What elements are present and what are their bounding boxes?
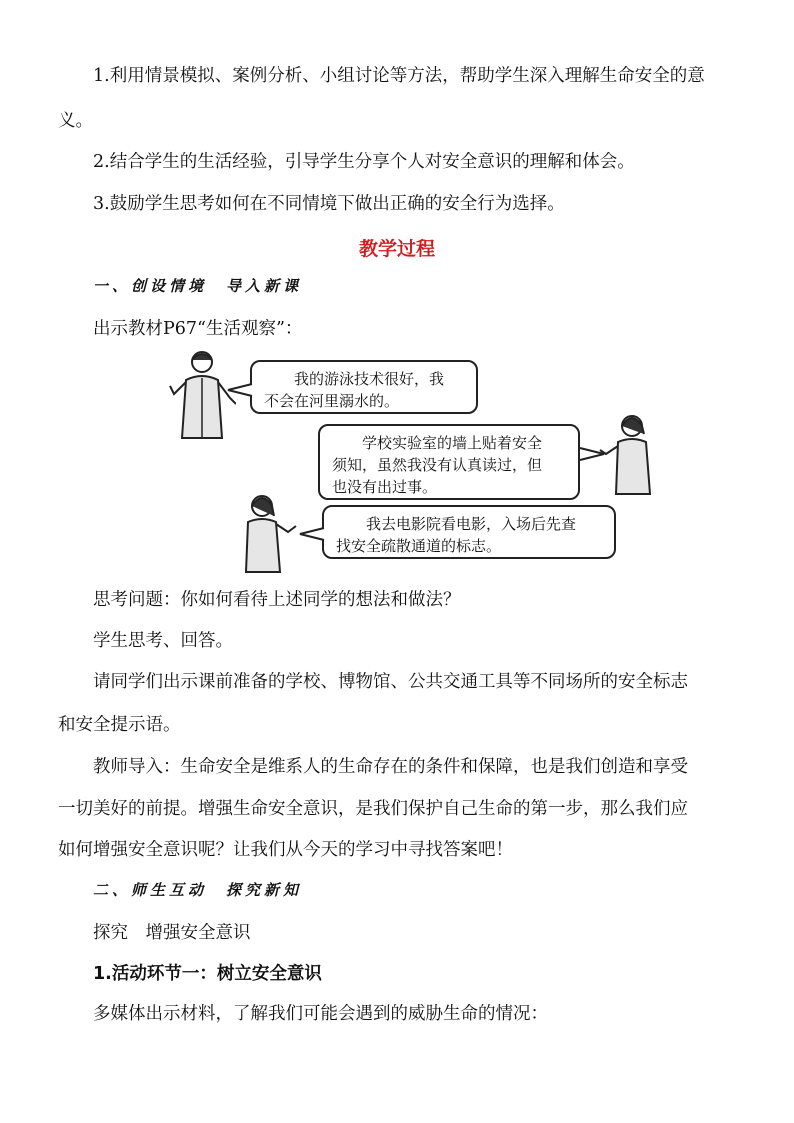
goal-item-1-line-2: 义。 bbox=[58, 111, 93, 131]
section-title: 教学过程 bbox=[358, 238, 435, 260]
part2-explore: 探究 增强安全意识 bbox=[93, 923, 251, 943]
part1-intro: 出示教材P67“生活观察”： bbox=[93, 319, 303, 339]
part1-answer: 学生思考、回答。 bbox=[93, 631, 233, 651]
speech-bubble-2 bbox=[318, 424, 580, 500]
goal-item-3: 3.鼓励学生思考如何在不同情境下做出正确的安全行为选择。 bbox=[93, 194, 565, 214]
speech-bubble-1 bbox=[250, 360, 478, 414]
part2-heading: 二、师生互动 探究新知 bbox=[93, 881, 303, 899]
part2-material: 多媒体出示材料，了解我们可能会遇到的威胁生命的情况： bbox=[93, 1004, 548, 1024]
part1-task-line-2: 和安全提示语。 bbox=[58, 715, 181, 735]
part1-lead-line-3: 如何增强安全意识呢？让我们从今天的学习中寻找答案吧！ bbox=[58, 840, 513, 860]
goal-item-2: 2.结合学生的生活经验，引导学生分享个人对安全意识的理解和体会。 bbox=[93, 152, 635, 172]
part1-heading: 一、创设情境 导入新课 bbox=[93, 277, 303, 295]
part1-lead-line-2: 一切美好的前提。增强生命安全意识，是我们保护自己生命的第一步，那么我们应 bbox=[58, 799, 688, 819]
part2-activity-1: 1.活动环节一：树立安全意识 bbox=[93, 964, 322, 984]
part1-question: 思考问题：你如何看待上述同学的想法和做法？ bbox=[93, 590, 461, 610]
part1-task-line-1: 请同学们出示课前准备的学校、博物馆、公共交通工具等不同场所的安全标志 bbox=[93, 672, 688, 692]
speech-bubble-1-text: 我的游泳技术很好，我 不会在河里溺水的。 bbox=[264, 370, 445, 410]
speech-bubble-2-text: 学校实验室的墙上贴着安全 须知，虽然我没有认真读过，但 也没有出过事。 bbox=[332, 434, 543, 496]
bubble-3-tail bbox=[298, 526, 326, 542]
speech-bubble-3 bbox=[322, 505, 616, 559]
girl-figure-right-illustration bbox=[598, 412, 660, 496]
goal-item-1-line-1: 1.利用情景模拟、案例分析、小组讨论等方法，帮助学生深入理解生命安全的意 bbox=[93, 66, 705, 86]
part1-lead-line-1: 教师导入：生命安全是维系人的生命存在的条件和保障，也是我们创造和享受 bbox=[93, 757, 688, 777]
speech-bubble-3-text: 我去电影院看电影，入场后先查 找安全疏散通道的标志。 bbox=[336, 515, 577, 555]
girl-figure-left-illustration bbox=[236, 492, 298, 574]
bubble-1-tail bbox=[226, 382, 254, 398]
